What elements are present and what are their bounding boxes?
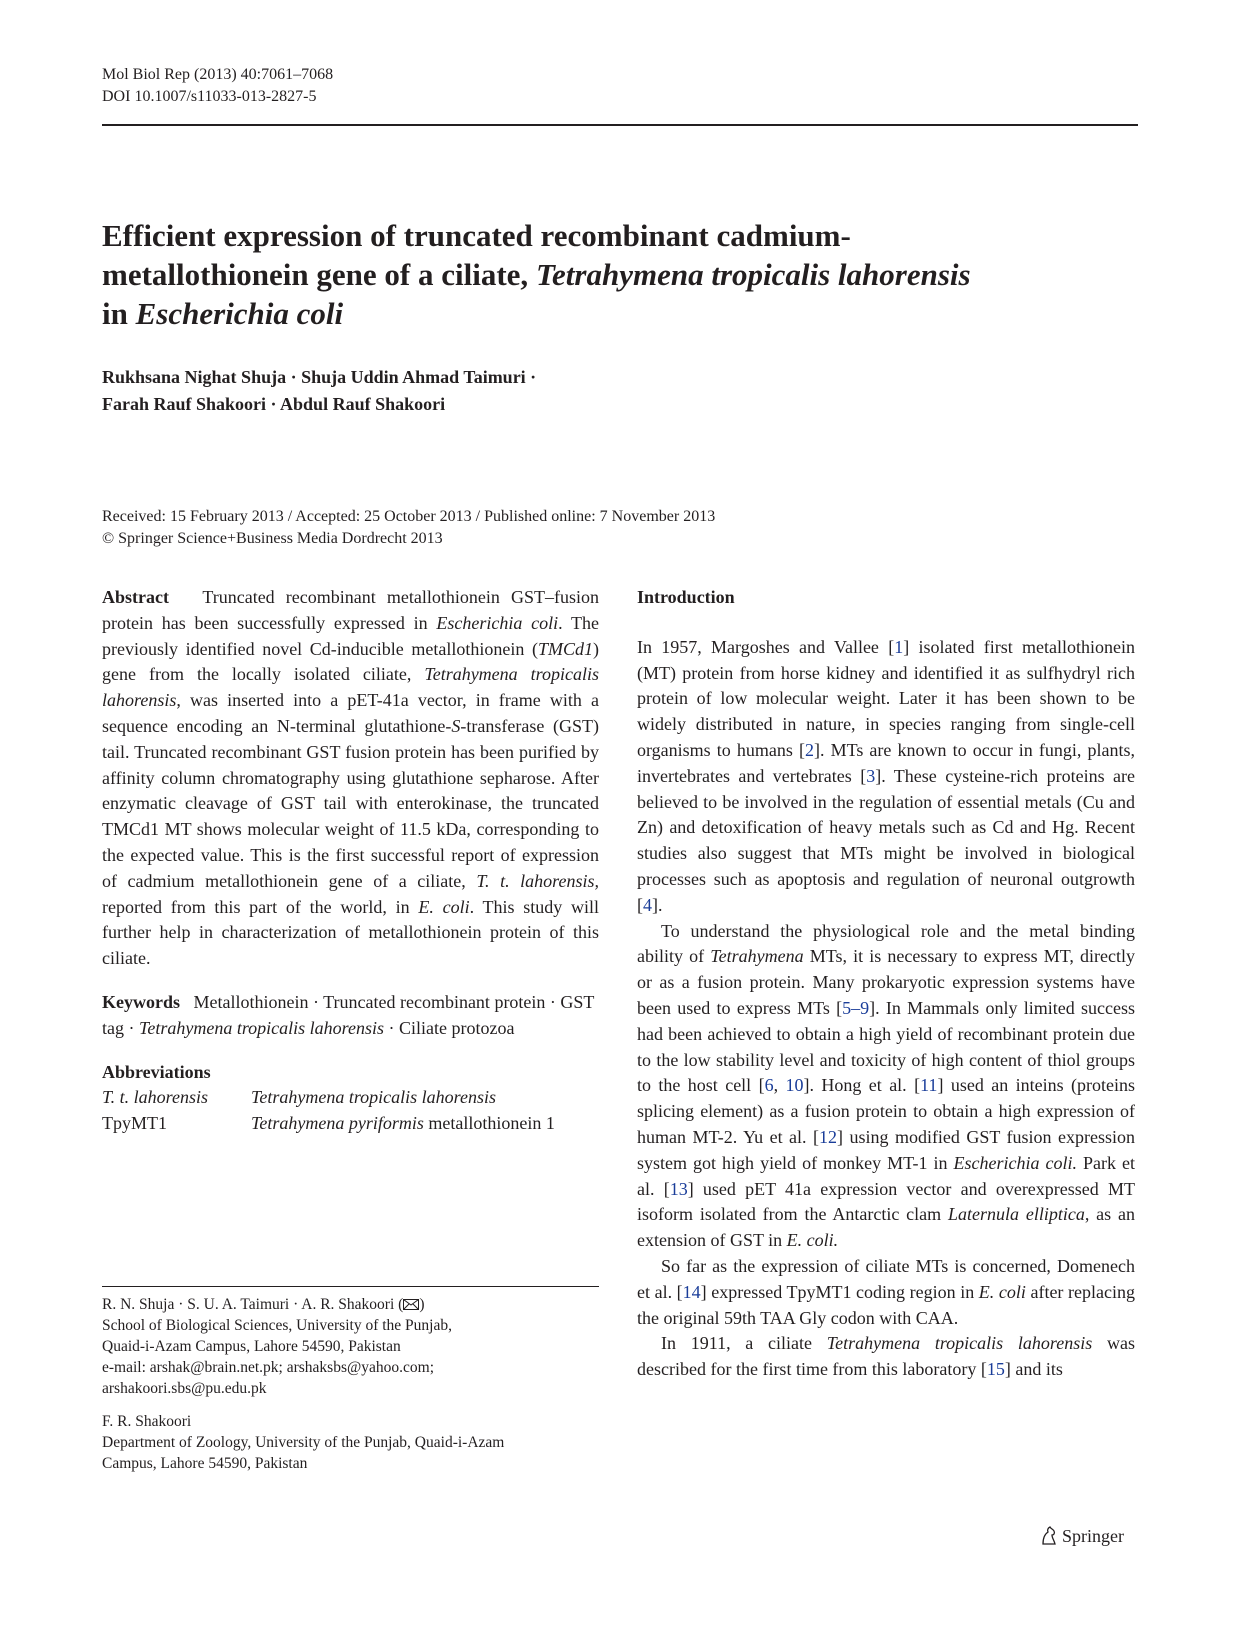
citation-link[interactable]: 6 [764,1075,774,1096]
citation-link[interactable]: 5–9 [842,997,870,1018]
affiliation-2-dept: Department of Zoology, University of the Punjab, Quaid-i-Azam [102,1434,505,1451]
left-column [102,585,599,1137]
header-rule [102,124,1138,126]
affiliations [102,1294,599,1474]
citation-link[interactable]: 3 [866,765,876,786]
intro-paragraph-2: To understand the physiological role and the metal binding ability of Tetrahymena MTs, it is necessary to express MT, directly or as a fusion protein. Many prokaryotic expression systems have been used to express MTs [5–9]. In Mammals only limited success had been achieved to obtain a high yield of recombinant protein due to the low stability level and toxicity of high content of thiol groups to the host cell [6, 10]. Hong et al. [11] used an inteins (proteins splicing element) as a fusion protein to obtain a high expression of human MT-2. Yu et al. [12] using modified GST fusion expression system got high yield of monkey MT-1 in Escherichia coli. Park et al. [13] used pET 41a expression vector and overexpressed MT isoform isolated from the Antarctic clam Laternula elliptica, as an extension of GST in E. coli. [637,920,1136,1251]
citation-link[interactable]: 1 [894,636,904,657]
affiliation-2-name: F. R. Shakoori [102,1413,192,1430]
keywords: Keywords Metallothionein · Truncated recombinant protein · GST tag · Tetrahymena tropicalis lahorensis · Ciliate protozoa [102,991,595,1038]
journal-header [102,64,333,108]
citation-link[interactable]: 13 [669,1178,688,1199]
citation-link[interactable]: 14 [682,1281,701,1302]
history-dates: Received: 15 February 2013 / Accepted: 25 October 2013 / Published online: 7 November 2013 [102,508,716,525]
intro-paragraph-1: In 1957, Margoshes and Vallee [1] isolated first metallothionein (MT) protein from horse kidney and identified it as sulfhydryl rich protein of low molecular weight. Later it has been shown to be widely distributed in nature, in species ranging from single-cell organisms to humans [2]. MTs are known to occur in fungi, plants, invertebrates and vertebrates [3]. These cysteine-rich proteins are believed to be involved in the regulation of essential metals (Cu and Zn) and detoxification of heavy metals such as Cd and Hg. Recent studies also suggest that MTs might be involved in biological processes such as apoptosis and regulation of neuronal outgrowth [4]. [637,636,1135,915]
citation-link[interactable]: 10 [785,1075,804,1096]
copyright: © Springer Science+Business Media Dordrecht 2013 [102,530,443,547]
journal-citation: Mol Biol Rep (2013) 40:7061–7068 [102,66,334,83]
author-list [102,364,536,418]
citation-link[interactable]: 12 [819,1126,837,1147]
keywords-heading: Keywords [102,991,180,1012]
author-line-2: Farah Rauf Shakoori · Abdul Rauf Shakoori [102,394,446,414]
introduction-heading: Introduction [637,587,735,607]
affiliation-1-dept: School of Biological Sciences, University of the Punjab, [102,1317,452,1334]
right-column [637,585,1135,1383]
doi[interactable]: DOI 10.1007/s11033-013-2827-5 [102,88,317,105]
publisher-logo [1040,1525,1124,1547]
paper-title: Efficient expression of truncated recombinant cadmium- metallothionein gene of a ciliate, Tetrahymena tropicalis lahorensis in Escherichia coli [102,218,971,331]
intro-paragraph-3: So far as the expression of ciliate MTs is concerned, Domenech et al. [14] expressed TpyMT1 coding region in E. coli after replacing the original 59th TAA Gly codon with CAA. [637,1255,1135,1328]
springer-horse-icon [1040,1526,1058,1546]
abstract: Abstract Truncated recombinant metallothionein GST–fusion protein has been successfully expressed in Escherichia coli. The previously identified novel Cd-inducible metallothionein (TMCd1) gene from the locally isolated ciliate, Tetrahymena tropicalis lahorensis, was inserted into a pET-41a vector, in frame with a sequence encoding an N-terminal glutathione-S-transferase (GST) tail. Truncated recombinant GST fusion protein has been purified by affinity column chromatography using glutathione sepharose. After enzymatic cleavage of GST tail with enterokinase, the truncated TMCd1 MT shows molecular weight of 11.5 kDa, corresponding to the expected value. This is the first successful report of expression of cadmium metallothionein gene of a ciliate, T. t. lahorensis, reported from this part of the world, in E. coli. This study will further help in characterization of metallothionein protein of this ciliate. [102,587,600,969]
abbreviation-row: T. t. lahorensis Tetrahymena tropicalis lahorensis [102,1087,497,1108]
abbreviation-row: TpyMT1 Tetrahymena pyriformis metallothionein 1 [102,1113,555,1134]
publisher-name: Springer [1062,1526,1124,1546]
affiliation-2-address: Campus, Lahore 54590, Pakistan [102,1455,308,1472]
affiliation-1-email[interactable]: e-mail: arshak@brain.net.pk; arshaksbs@yahoo.com; [102,1359,435,1376]
article-history [102,506,715,550]
intro-paragraph-4: In 1911, a ciliate Tetrahymena tropicalis lahorensis was described for the first time from this laboratory [15] and its [637,1333,1135,1380]
footnote-rule [102,1286,599,1287]
affiliation-1-address: Quaid-i-Azam Campus, Lahore 54590, Pakistan [102,1338,401,1355]
citation-link[interactable]: 15 [986,1359,1005,1380]
author-line-1: Rukhsana Nighat Shuja · Shuja Uddin Ahmad Taimuri · [102,367,537,387]
envelope-icon [403,1299,419,1310]
abstract-heading: Abstract [102,587,169,607]
affiliation-1-names: R. N. Shuja · S. U. A. Taimuri · A. R. Shakoori ( ) [102,1296,425,1313]
affiliation-1-email-2[interactable]: arshakoori.sbs@pu.edu.pk [102,1380,267,1397]
citation-link[interactable]: 11 [920,1075,938,1096]
citation-link[interactable]: 2 [804,739,814,760]
citation-link[interactable]: 4 [643,894,652,915]
abbreviations-heading: Abbreviations [102,1061,211,1082]
